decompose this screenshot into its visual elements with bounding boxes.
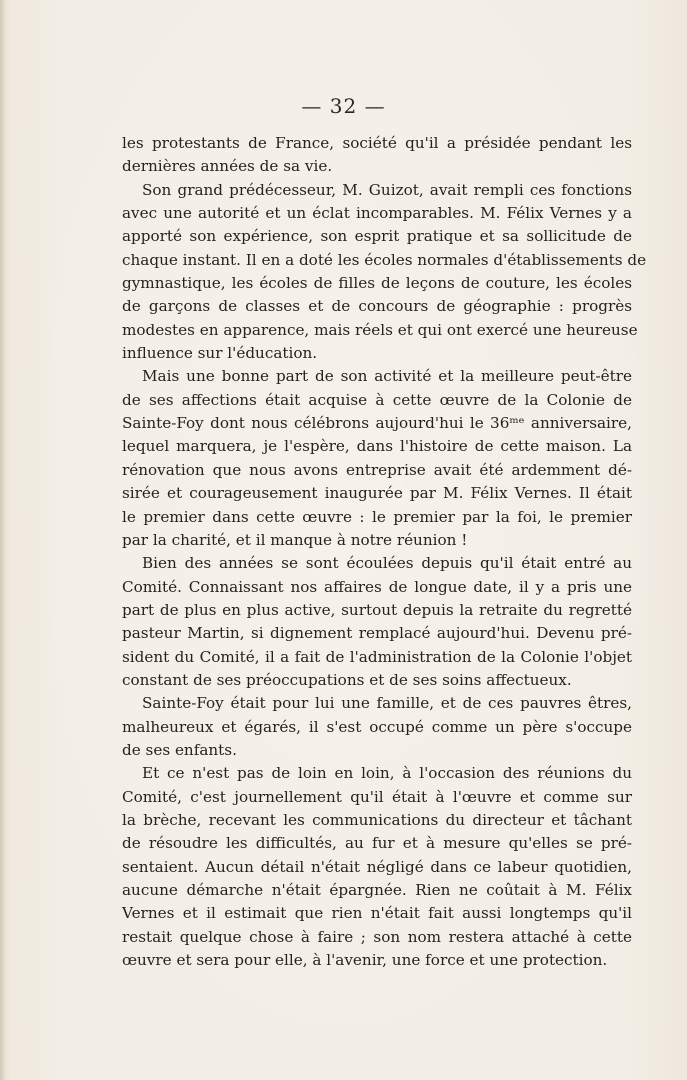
paragraph-4 (122, 552, 632, 692)
page-gutter-shadow (0, 0, 6, 1080)
text-line: la brèche, recevant les communications du directeur et tâchant (122, 810, 632, 829)
text-line: de garçons de classes et de concours de géographie : progrès (122, 297, 632, 316)
text-line: de résoudre les difficultés, au fur et à mesure qu'elles se pré- (122, 834, 632, 853)
text-line: restait quelque chose à faire ; son nom restera attaché à cette (122, 927, 632, 946)
text-line: avec une autorité et un éclat incomparables. M. Félix Vernes y a (122, 204, 632, 223)
text-line: part de plus en plus active, surtout depuis la retraite du regretté (122, 600, 632, 619)
text-line: le premier dans cette œuvre : le premier par la foi, le premier (122, 507, 632, 526)
text-line: malheureux et égarés, il s'est occupé comme un père s'occupe (122, 717, 632, 736)
text-line: chaque instant. Il en a doté les écoles normales d'établissements de (122, 250, 647, 269)
text-line: sentaient. Aucun détail n'était négligé dans ce labeur quotidien, (122, 857, 632, 876)
text-line: œuvre et sera pour elle, à l'avenir, une force et une protection. (122, 951, 608, 970)
paragraph-6 (122, 762, 632, 972)
paragraph-5 (122, 692, 632, 762)
text-line: Sainte-Foy dont nous célébrons aujourd'hui le 36ᵐᵉ anniversaire, (122, 414, 632, 433)
text-line: Mais une bonne part de son activité et la meilleure peut-être (142, 367, 632, 386)
text-line: Sainte-Foy était pour lui une famille, et de ces pauvres êtres, (142, 694, 632, 713)
text-line: dernières années de sa vie. (122, 157, 333, 176)
text-line: Comité, c'est journellement qu'il était à l'œuvre et comme sur (122, 787, 632, 806)
text-line: Son grand prédécesseur, M. Guizot, avait rempli ces fonctions (142, 180, 632, 199)
text-line: sirée et courageusement inaugurée par M. Félix Vernes. Il était (122, 484, 632, 503)
text-line: gymnastique, les écoles de filles de leçons de couture, les écoles (122, 274, 632, 293)
text-line: aucune démarche n'était épargnée. Rien ne coûtait à M. Félix (122, 881, 632, 899)
text-line: Vernes et il estimait que rien n'était fait aussi longtemps qu'il (122, 904, 632, 923)
text-line: constant de ses préoccupations et de ses soins affectueux. (122, 670, 572, 689)
text-line: modestes en apparence, mais réels et qui ont exercé une heureuse (122, 320, 638, 339)
text-line: de ses enfants. (122, 740, 237, 759)
paragraph-2 (122, 179, 647, 366)
page-number: — 32 — (301, 94, 386, 118)
paragraph-1 (122, 132, 632, 179)
body-text (122, 132, 647, 972)
text-line: influence sur l'éducation. (122, 344, 318, 363)
text-line: les protestants de France, société qu'il a présidée pendant les (122, 134, 632, 152)
text-line: pasteur Martin, si dignement remplacé aujourd'hui. Devenu pré- (122, 624, 632, 643)
paragraph-3 (122, 365, 632, 552)
text-line: par la charité, et il manque à notre réunion ! (122, 530, 468, 549)
text-line: rénovation que nous avons entreprise avait été ardemment dé- (122, 460, 632, 479)
text-line: lequel marquera, je l'espère, dans l'histoire de cette maison. La (122, 437, 632, 456)
text-line: Et ce n'est pas de loin en loin, à l'occasion des réunions du (142, 764, 632, 783)
text-line: sident du Comité, il a fait de l'administration de la Colonie l'objet (122, 647, 632, 666)
text-line: Bien des années se sont écoulées depuis qu'il était entré au (142, 554, 632, 573)
text-line: Comité. Connaissant nos affaires de longue date, il y a pris une (122, 577, 632, 596)
text-line: de ses affections était acquise à cette œuvre de la Colonie de (122, 390, 632, 409)
text-line: apporté son expérience, son esprit pratique et sa sollicitude de (122, 227, 632, 246)
